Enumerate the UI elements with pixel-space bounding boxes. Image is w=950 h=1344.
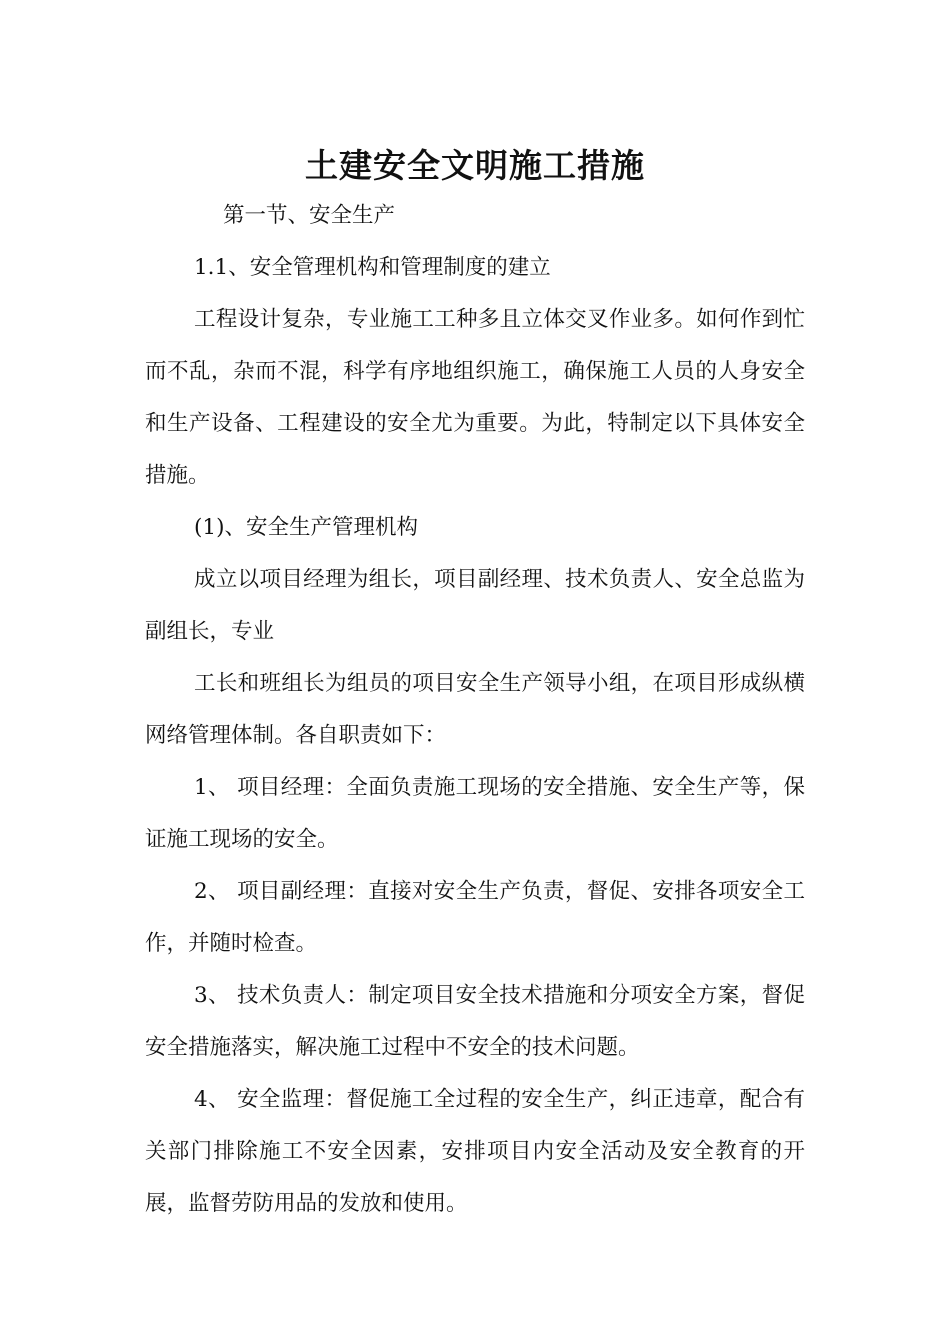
paragraph-leadership: 成立以项目经理为组长，项目副经理、技术负责人、安全总监为副组长，专业 — [145, 567, 805, 644]
section-heading: 第一节、安全生产 — [223, 203, 396, 228]
paragraph-intro: 工程设计复杂，专业施工工种多且立体交叉作业多。如何作到忙而不乱，杂而不混，科学有序地组织施工，确保施工人员的人身安全和生产设备、工程建设的安全尤为重要。为此，特制定以下具体安全措施。 — [145, 307, 805, 488]
list-item-safety-supervisor: 4、 安全监理：督促施工全过程的安全生产，纠正违章，配合有关部门排除施工不安全因素，安排项目内安全活动及安全教育的开展，监督劳防用品的发放和使用。 — [145, 1087, 805, 1216]
document-title: 土建安全文明施工措施 — [305, 146, 645, 186]
list-item-deputy-manager: 2、 项目副经理：直接对安全生产负责，督促、安排各项安全工作，并随时检查。 — [145, 879, 805, 956]
document-body — [145, 190, 805, 1230]
subsection-heading: 1.1、安全管理机构和管理制度的建立 — [194, 255, 551, 280]
paragraph-members: 工长和班组长为组员的项目安全生产领导小组，在项目形成纵横网络管理体制。各自职责如下： — [145, 671, 805, 748]
list-item-technical-lead: 3、 技术负责人：制定项目安全技术措施和分项安全方案，督促安全措施落实，解决施工过程中不安全的技术问题。 — [145, 983, 805, 1060]
subsection-heading-organization: (1)、安全生产管理机构 — [194, 515, 418, 540]
list-item-project-manager: 1、 项目经理：全面负责施工现场的安全措施、安全生产等，保证施工现场的安全。 — [145, 775, 805, 852]
